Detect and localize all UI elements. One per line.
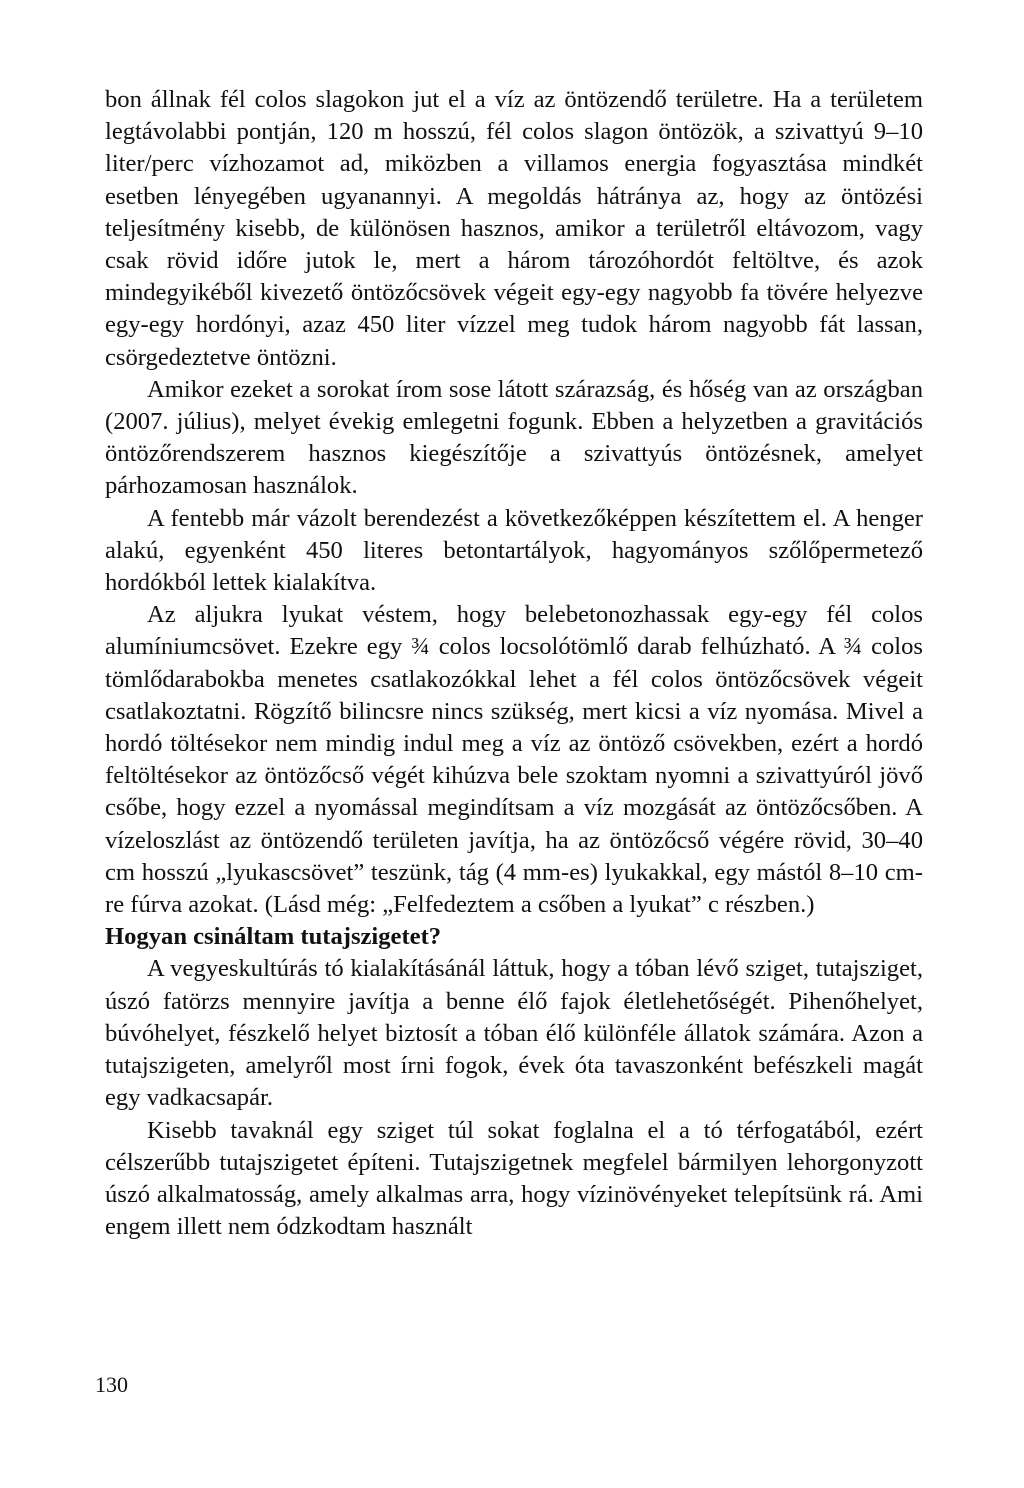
paragraph-drought: Amikor ezeket a sorokat írom sose látott szárazság, és hőség van az országban (2007. július), melyet évekig emlegetni fogunk. Ebben a helyzetben a gravitációs öntözőrendszerem hasznos kiegészítője a szivattyús öntözésnek, amelyet párhozamosan használok. <box>105 375 923 500</box>
book-page <box>105 84 923 1243</box>
paragraph-pipes: Az aljukra lyukat véstem, hogy belebetonozhassak egy-egy fél colos alumíniumcsövet. Ezekre egy ¾ colos locsolótömlő darab felhúzható. A ¾ colos tömlődarabokba menetes csatlakozókkal lehet a fél colos öntözőcsövek végeit csatlakoztatni. Rögzítő bilincsre nincs szükség, mert kicsi a víz nyomása. Mivel a hordó töltésekor nem mindig indul meg a víz az öntöző csövekben, ezért a hordó feltöltésekor az öntözőcső végét kihúzva bele szoktam nyomni a szivattyúról jövő csőbe, hogy ezzel a nyomással megindítsam a víz mozgását az öntözőcsőben. A vízeloszlást az öntözendő területen javítja, ha az öntözőcső végére rövid, 30–40 cm hosszú „lyukascsövet” teszünk, tág (4 mm-es) lyukakkal, egy mástól 8–10 cm-re fúrva azokat. (Lásd még: „Felfedeztem a csőben a lyukat” c részben.) <box>105 601 923 919</box>
section-heading: Hogyan csináltam tutajszigetet? <box>105 923 442 951</box>
paragraph-continuation: bon állnak fél colos slagokon jut el a víz az öntözendő területre. Ha a területem legtávolabbi pontján, 120 m hosszú, fél colos slagon öntözök, a szivattyú 9–10 liter/perc vízhozamot ad, miközben a villamos energia fogyasztása mindkét esetben lényegében ugyanannyi. A megoldás hátránya az, hogy az öntözési teljesítmény kisebb, de különösen hasznos, amikor a területről eltávozom, vagy csak rövid időre jutok le, mert a három tározóhordót feltöltve, és azok mindegyikéből kivezető öntözőcsövek végeit egy-egy nagyobb fa tövére helyezve egy-egy hordónyi, azaz 450 liter vízzel meg tudok három nagyobb fát lassan, csörgedeztetve öntözni. <box>105 86 923 371</box>
page-number: 130 <box>95 1372 128 1397</box>
paragraph-tanks: A fentebb már vázolt berendezést a következőképpen készítettem el. A henger alakú, egyenként 450 literes betontartályok, hagyományos szőlőpermetező hordókból lettek kialakítva. <box>105 504 923 597</box>
paragraph-raft-island: A vegyeskultúrás tó kialakításánál láttuk, hogy a tóban lévő sziget, tutajsziget, úszó fatörzs mennyire javítja a benne élő fajok életlehetőségét. Pihenőhelyet, búvóhelyet, fészkelő helyet biztosít a tóban élő különféle állatok számára. Azon a tutajszigeten, amelyről most írni fogok, évek óta tavaszonként befészkeli magát egy vadkacsapár. <box>105 955 923 1112</box>
paragraph-small-ponds: Kisebb tavaknál egy sziget túl sokat foglalna el a tó térfogatából, ezért célszerűbb tutajszigetet építeni. Tutajszigetnek megfelel bármilyen lehorgonyzott úszó alkalmatosság, amely alkalmas arra, hogy vízinövényeket telepítsünk rá. Ami engem illett nem ódzkodtam használt <box>105 1116 923 1241</box>
